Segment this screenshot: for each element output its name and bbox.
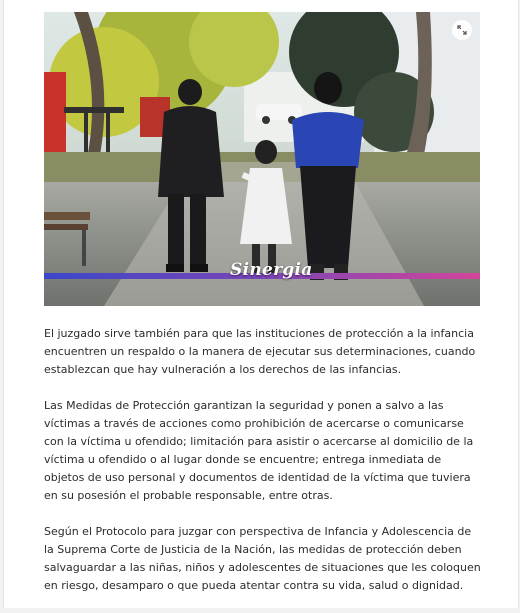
article-paragraph: Las Medidas de Protección garantizan la seguridad y ponen a salvo a las víctimas a través de acciones como prohibición de acercarse o comunicarse con la víctima u ofendido; limitación para asistir o acercarse al domicilio de la víctima u ofendido o al lugar donde se encuentre; entrega inmediata de objetos de uso personal y documentos de identidad de la víctima que tuviera en su posesión el probable responsable, entre otras. [44,399,474,502]
article-paragraph: El juzgado sirve también para que las instituciones de protección a la infancia encuentren un respaldo o la manera de ejecutar sus determinaciones, cuando establezcan que hay vulneración a los derechos de las infancias. [44,327,476,376]
article-paragraph: Según el Protocolo para juzgar con perspectiva de Infancia y Adolescencia de la Suprema Corte de Justicia de la Nación, las medidas de protección deben salvaguardar a las niñas, niños y adolescentes de situaciones que les coloquen en riesgo, desamparo o que pueda atentar contra su vida, salud o dignidad. [44,525,481,592]
expand-arrows-icon [457,25,467,35]
article-photo[interactable] [44,12,480,306]
sinergia-watermark: Sinergia [230,260,313,280]
article-body [44,325,482,613]
expand-button[interactable] [452,20,472,40]
article-page [3,0,519,608]
